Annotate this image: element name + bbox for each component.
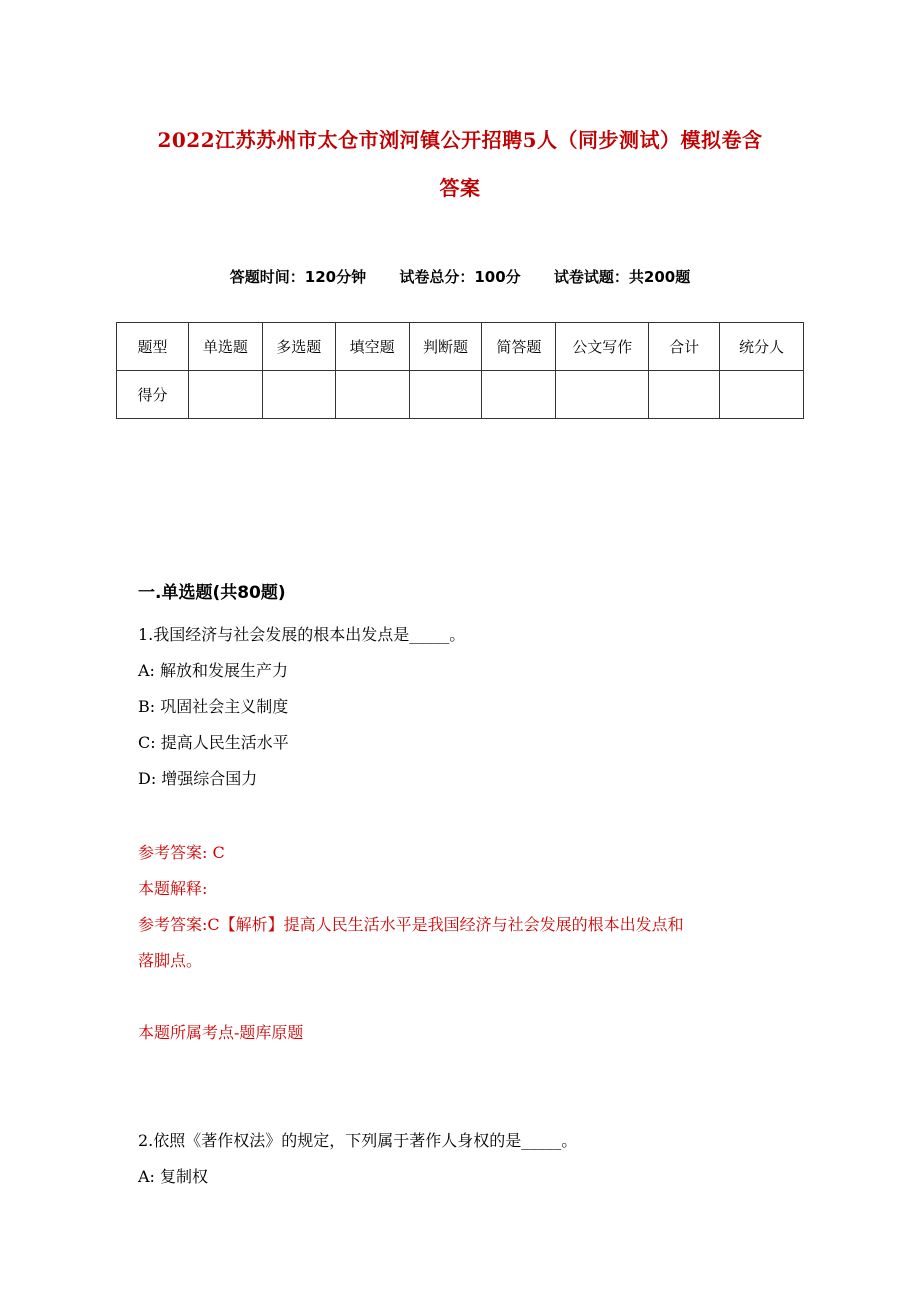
- question-option: D: 增强综合国力: [138, 769, 258, 788]
- score-header-cell: 填空题: [335, 323, 409, 371]
- score-header-cell: 统分人: [720, 323, 804, 371]
- exam-total-score: 试卷总分：100分: [399, 268, 521, 286]
- exam-time: 答题时间：120分钟: [229, 268, 367, 286]
- question-option: C: 提高人民生活水平: [138, 733, 289, 752]
- score-header-cell: 多选题: [262, 323, 335, 371]
- score-cell: [262, 371, 335, 419]
- score-cell: [335, 371, 409, 419]
- score-header-cell: 单选题: [188, 323, 262, 371]
- section-heading: 一.单选题(共80题): [138, 583, 286, 603]
- explanation-label: 本题解释:: [138, 879, 208, 898]
- reference-answer: 参考答案: C: [138, 843, 225, 862]
- explanation-text-line-1: 参考答案:C【解析】提高人民生活水平是我国经济与社会发展的根本出发点和: [138, 915, 684, 934]
- score-header-cell: 判断题: [409, 323, 482, 371]
- score-cell: [720, 371, 804, 419]
- score-header-cell: 题型: [117, 323, 189, 371]
- score-table-header-row: [117, 323, 804, 371]
- document-title-line-2: 答案: [439, 176, 481, 200]
- score-header-cell: 合计: [649, 323, 720, 371]
- explanation-text-line-2: 落脚点。: [138, 951, 203, 970]
- exam-question-count: 试卷试题：共200题: [553, 268, 691, 286]
- score-header-cell: 公文写作: [556, 323, 649, 371]
- score-row-label: 得分: [117, 371, 189, 419]
- score-cell: [482, 371, 556, 419]
- document-title-line-1: 2022江苏苏州市太仓市浏河镇公开招聘5人（同步测试）模拟卷含: [157, 128, 763, 152]
- question-stem: 1.我国经济与社会发展的根本出发点是_____。: [138, 625, 466, 644]
- score-table-row: [117, 371, 804, 419]
- question-option: A: 复制权: [138, 1167, 209, 1186]
- question-option: B: 巩固社会主义制度: [138, 697, 289, 716]
- score-table: [116, 322, 804, 419]
- question-source: 本题所属考点-题库原题: [138, 1023, 304, 1042]
- question-stem: 2.依照《著作权法》的规定，下列属于著作人身权的是_____。: [138, 1131, 578, 1150]
- score-cell: [188, 371, 262, 419]
- question-option: A: 解放和发展生产力: [138, 661, 289, 680]
- score-header-cell: 简答题: [482, 323, 556, 371]
- exam-meta: [0, 266, 920, 287]
- score-cell: [649, 371, 720, 419]
- score-cell: [556, 371, 649, 419]
- score-cell: [409, 371, 482, 419]
